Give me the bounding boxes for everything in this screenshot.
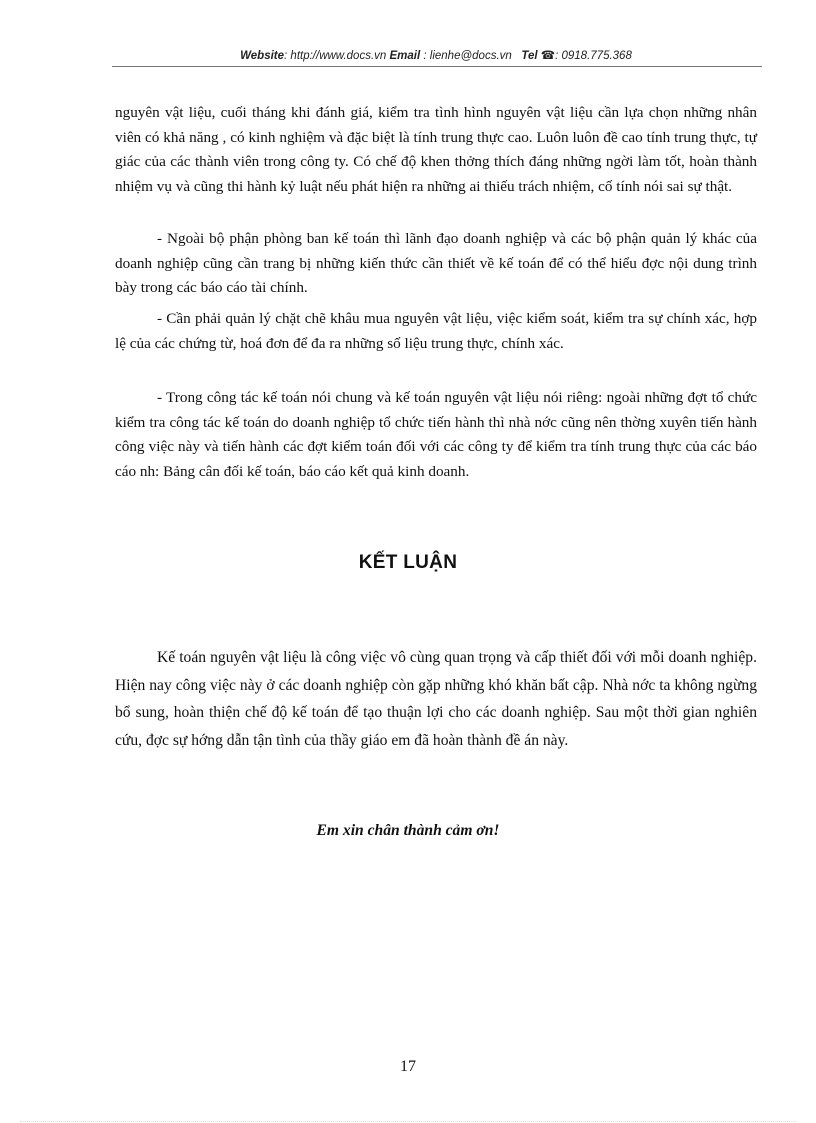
website-label: Website [240,50,285,62]
bottom-border [20,1121,796,1122]
body-paragraph-3: - Cần phải quản lý chặt chẽ khâu mua nguyên vật liệu, việc kiểm soát, kiểm tra sự chính xác, hợp lệ của các chứng từ, hoá đơn để đa ra những số liệu trung thực, chính xác. [115,310,757,352]
conclusion-title: KẾT LUẬN [358,552,458,573]
body-paragraph-4: - Trong công tác kế toán nói chung và kế toán nguyên vật liệu nói riêng: ngoài những đợt tổ chức kiểm tra công tác kế toán do doanh nghiệp tổ chức tiến hành thì nhà nớc cũng nên thờng xuyên tiến hành công việc này và tiến hành các đợt kiểm toán đối với các công ty để kiểm tra tính trung thực của các báo cáo nh: Bảng cân đối kế toán, báo cáo kết quả kinh doanh. [115,389,757,480]
page-header [112,48,760,62]
thanks-line: Em xin chân thành cảm ơn! [316,822,500,839]
tel-label: Tel [521,50,538,62]
email-value: : lienhe@docs.vn [423,50,512,62]
phone-icon: ☎ [540,50,556,62]
page-number: 17 [400,1058,416,1075]
body-paragraph-2: - Ngoài bộ phận phòng ban kế toán thì lãnh đạo doanh nghiệp và các bộ phận quản lý khác của doanh nghiệp cũng cần trang bị những kiến thức cần thiết về kế toán để có thể hiểu đợc nội dung trình bày trong các báo cáo tài chính. [115,230,757,297]
conclusion-paragraph: Kế toán nguyên vật liệu là công việc vô cùng quan trọng và cấp thiết đối với mỗi doanh nghiệp. Hiện nay công việc này ở các doanh nghiệp còn gặp những khó khăn bất cập. Nhà nớc ta không ngừng bổ sung, hoàn thiện chế độ kế toán để tạo thuận lợi cho các doanh nghiệp. Sau một thời gian nghiên cứu, đợc sự hớng dẫn tận tình của thầy giáo em đã hoàn thành đề án này. [115,649,757,749]
header-divider [112,66,762,67]
website-value: : http://www.docs.vn [284,50,387,62]
tel-value: : 0918.775.368 [555,50,632,62]
email-label: Email [389,50,421,62]
body-paragraph-1: nguyên vật liệu, cuối tháng khi đánh giá, kiểm tra tình hình nguyên vật liệu cần lựa chọn những nhân viên có khả năng , có kinh nghiệm và đặc biệt là tính trung thực cao. Luôn luôn đề cao tính trung thực, tự giác của các thành viên trong công ty. Có chế độ khen thởng thích đáng những ngời làm tốt, hoàn thành nhiệm vụ và cũng thi hành kỷ luật nếu phát hiện ra những ai thiếu trách nhiệm, cố tính nói sai sự thật. [115,104,757,195]
